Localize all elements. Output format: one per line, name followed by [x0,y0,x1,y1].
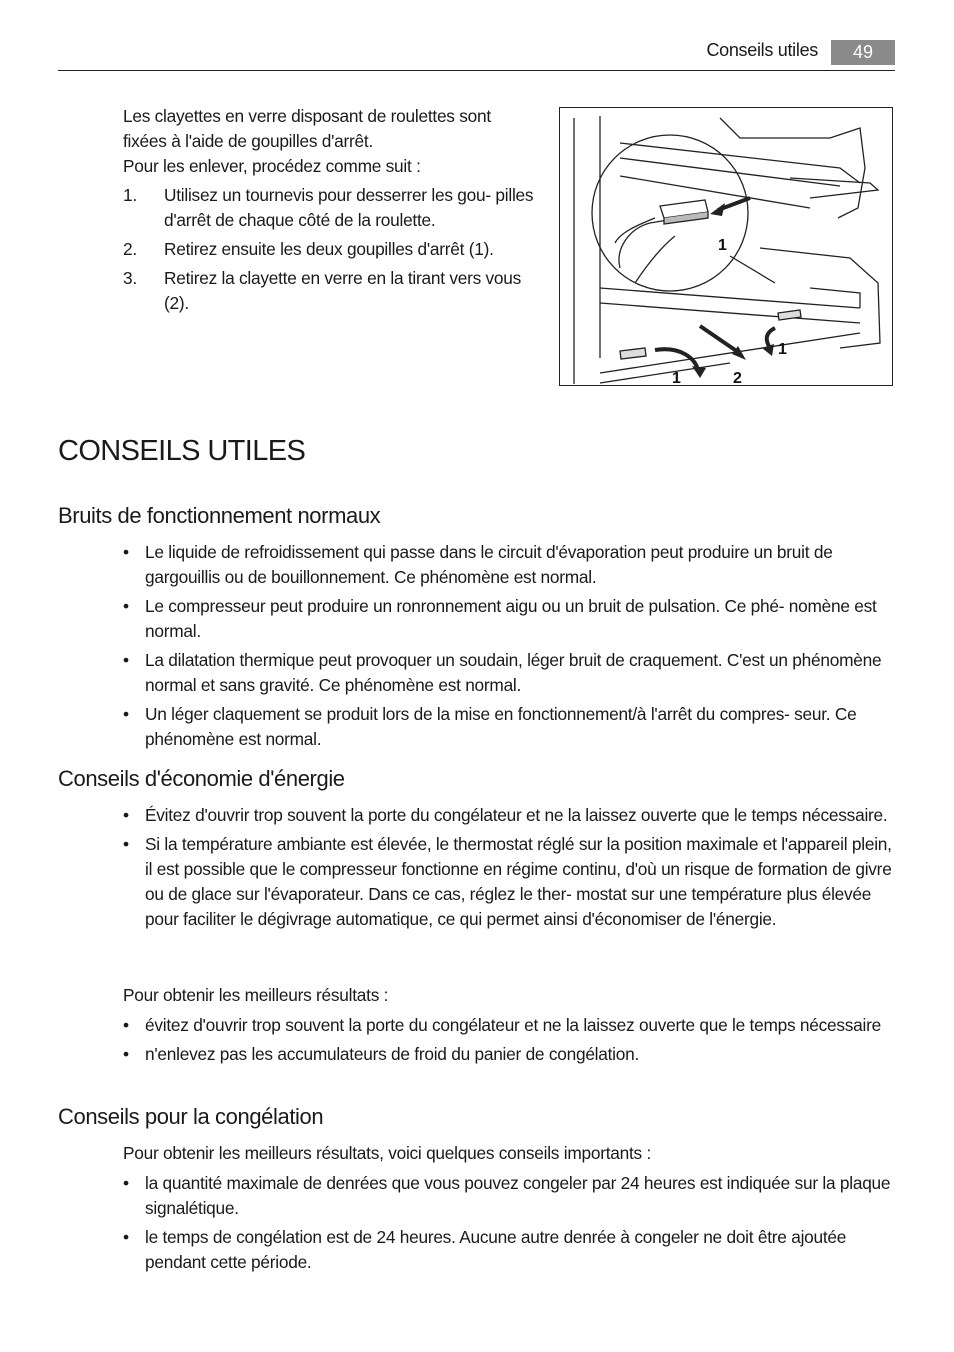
list-item [123,540,895,590]
bullet: • [123,542,129,562]
step-item [123,237,543,262]
bullet: • [123,1015,129,1035]
figure-label: 2 [733,370,742,386]
noise-list [123,540,895,756]
list-item-text: Le liquide de refroidissement qui passe dans le circuit d'évaporation peut produire un bruit de gargouillis ou de bouillonnement. Ce phénomène est normal. [145,542,833,587]
list-item [123,594,895,644]
energy-results-list [123,1013,895,1071]
header-rule [58,70,895,71]
bullet: • [123,650,129,670]
list-item [123,1013,895,1038]
energy-list [123,803,895,936]
step-number: 2. [123,239,137,259]
steps-list [123,183,543,316]
list-item-text: Si la température ambiante est élevée, le thermostat réglé sur la position maximale et l'appareil plein, il est possible que le compresseur fonctionne en régime continu, d'où un risque de formation de givre ou de glace sur l'évaporateur. Dans ce cas, réglez le ther- mostat sur une température plus élevée pour faciliter le dégivrage automatique, ce qui permet ainsi d'économiser de l'énergie. [145,834,892,929]
energy-results-intro: Pour obtenir les meilleurs résultats : [123,985,389,1005]
step-text: Retirez la clayette en verre en la tirant vers vous (2). [164,268,522,313]
list-item-text: Évitez d'ouvrir trop souvent la porte du congélateur et ne la laissez ouverte que le temps nécessaire. [145,805,888,825]
intro-text: Les clayettes en verre disposant de roulettes sont fixées à l'aide de goupilles d'arrêt. [123,106,491,151]
list-item-text: la quantité maximale de denrées que vous pouvez congeler par 24 heures est indiquée sur la plaque signalétique. [145,1173,891,1218]
page-number: 49 [831,40,895,65]
intro-procedure: Pour les enlever, procédez comme suit : [123,156,421,176]
list-item-text: le temps de congélation est de 24 heures. Aucune autre denrée à congeler ne doit être ajoutée pendant cette période. [145,1227,847,1272]
list-item [123,1171,895,1221]
shelf-removal-illustration [559,107,893,386]
freezing-list [123,1171,895,1279]
step-number: 3. [123,268,137,288]
step-item [123,183,536,233]
bullet: • [123,1173,129,1193]
list-item [123,832,895,932]
section-title-freezing: Conseils pour la congélation [58,1104,324,1129]
list-item-text: évitez d'ouvrir trop souvent la porte du congélateur et ne la laissez ouverte que le temps nécessaire [145,1015,881,1035]
bullet: • [123,834,129,854]
list-item-text: Le compresseur peut produire un ronronnement aigu ou un bruit de pulsation. Ce phé- nomène est normal. [145,596,877,641]
figure-label: 1 [778,341,787,358]
shelf-removal-instructions [123,104,543,320]
list-item [123,648,895,698]
list-item [123,803,895,828]
list-item-text: La dilatation thermique peut provoquer un soudain, léger bruit de craquement. C'est un phénomène normal et sans gravité. Ce phénomène est normal. [145,650,882,695]
bullet: • [123,596,129,616]
list-item-text: Un léger claquement se produit lors de la mise en fonctionnement/à l'arrêt du compres- seur. Ce phénomène est normal. [145,704,857,749]
step-text: Retirez ensuite les deux goupilles d'arrêt (1). [164,239,494,259]
step-item [123,266,536,316]
list-item [123,1225,895,1275]
running-header: Conseils utiles [706,40,818,60]
step-text: Utilisez un tournevis pour desserrer les gou- pilles d'arrêt de chaque côté de la roulette. [164,185,534,230]
bullet: • [123,704,129,724]
bullet: • [123,805,129,825]
list-item-text: n'enlevez pas les accumulateurs de froid du panier de congélation. [145,1044,640,1064]
page-title: CONSEILS UTILES [58,435,306,467]
figure-label: 1 [718,237,727,254]
bullet: • [123,1044,129,1064]
step-number: 1. [123,185,137,205]
bullet: • [123,1227,129,1247]
section-title-noise: Bruits de fonctionnement normaux [58,503,381,528]
figure-label: 1 [672,370,681,386]
list-item [123,1042,895,1067]
freezing-intro: Pour obtenir les meilleurs résultats, voici quelques conseils importants : [123,1143,652,1163]
list-item [123,702,895,752]
illustration-svg [560,108,893,386]
section-title-energy: Conseils d'économie d'énergie [58,766,345,791]
